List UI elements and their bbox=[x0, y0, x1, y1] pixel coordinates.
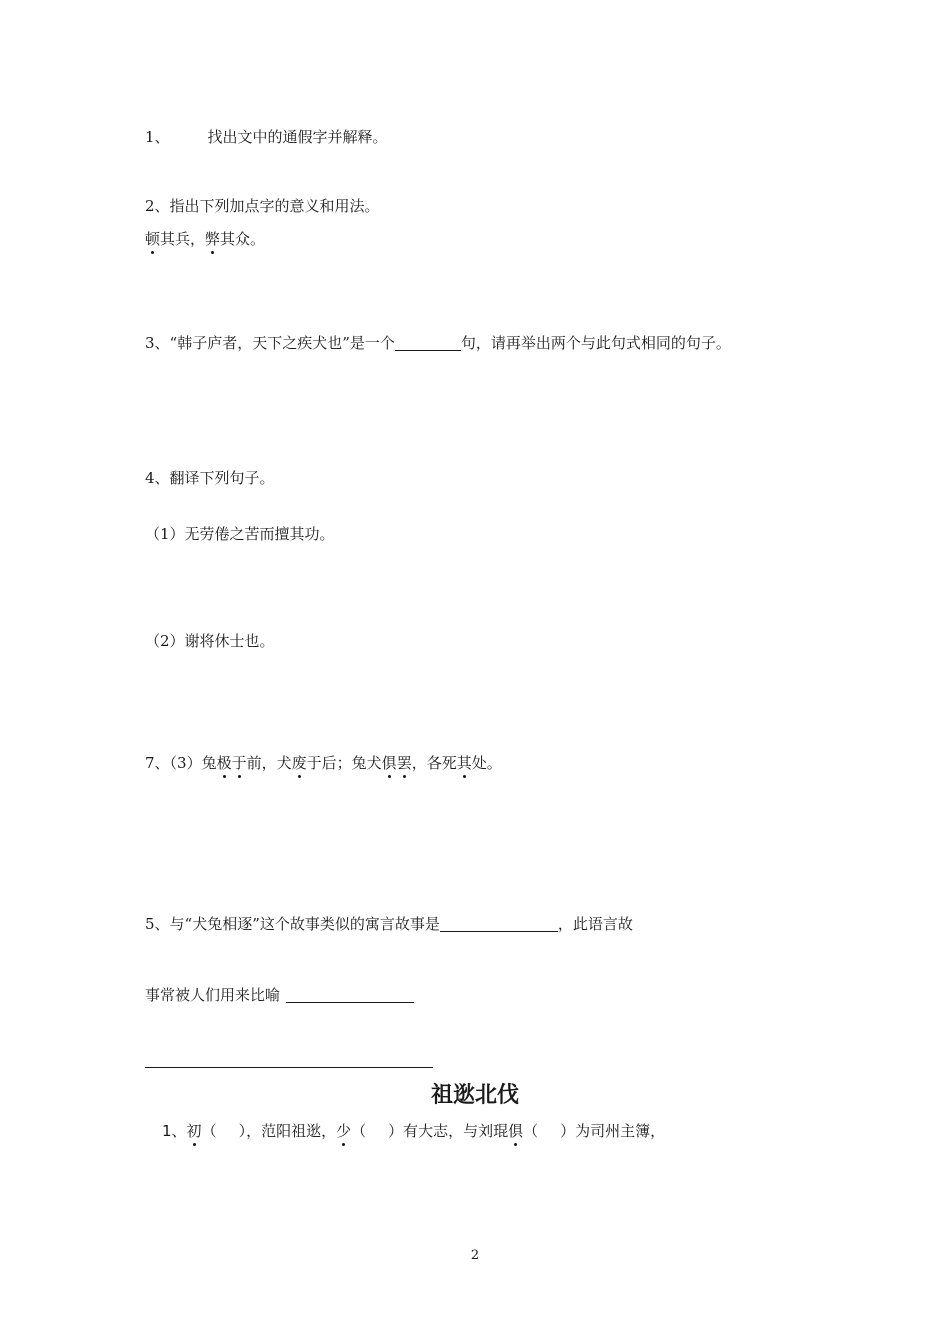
question-5-line-2-text: 事常被人们用来比喻 bbox=[145, 986, 281, 1004]
question-5-prefix: 5、与“犬兔相逐”这个故事类似的寓言故事是 bbox=[145, 915, 440, 933]
question-3-prefix: 3、“韩子庐者，天下之疾犬也”是一个 bbox=[145, 334, 395, 352]
section-title: 祖逖北伐 bbox=[430, 1083, 519, 1108]
question-5-line-2 bbox=[145, 985, 414, 1005]
question-4: 4、翻译下列句子。 bbox=[145, 469, 275, 487]
answer-line[interactable] bbox=[145, 1067, 433, 1068]
dotted-char: 俱 bbox=[508, 1122, 524, 1140]
phrase-text: 其众。 bbox=[220, 230, 266, 248]
answer-blank[interactable] bbox=[440, 915, 558, 932]
question-3-suffix: 句，请再举出两个与此句式相同的句子。 bbox=[460, 334, 731, 352]
dotted-char: 俱 bbox=[381, 754, 397, 772]
dotted-char: 罢 bbox=[396, 754, 412, 772]
question-1 bbox=[145, 127, 388, 147]
question-2: 2、指出下列加点字的意义和用法。 bbox=[145, 197, 380, 215]
dotted-char: 于 bbox=[231, 754, 247, 772]
page-number: 2 bbox=[470, 1248, 480, 1263]
dotted-char: 少 bbox=[336, 1122, 352, 1140]
paren-open: （ bbox=[523, 1122, 539, 1140]
question-7 bbox=[145, 753, 502, 773]
passage-text: ），范阳祖逖， bbox=[238, 1122, 337, 1140]
question-7-text: ，各死 bbox=[411, 754, 457, 772]
question-5-middle: ，此语言故 bbox=[557, 915, 633, 933]
dotted-char: 初 bbox=[186, 1122, 202, 1140]
question-1-number: 1、 bbox=[145, 128, 170, 146]
question-7-text: 前，犬 bbox=[246, 754, 292, 772]
passage-text: ）为司州主簿， bbox=[560, 1122, 666, 1140]
question-1-text: 找出文中的通假字并解释。 bbox=[207, 128, 388, 146]
dotted-char: 废 bbox=[291, 754, 307, 772]
question-3 bbox=[145, 333, 731, 353]
question-4-sentence-1: （1）无劳倦之苦而擅其功。 bbox=[145, 525, 335, 543]
question-4-sentence-2: （2）谢将休士也。 bbox=[145, 632, 275, 650]
question-2-phrase bbox=[145, 229, 265, 249]
question-7-text: 于后；兔犬 bbox=[306, 754, 382, 772]
question-7-prefix: 7、（3）兔 bbox=[145, 754, 217, 772]
question-5 bbox=[145, 914, 633, 934]
dotted-char: 顿 bbox=[145, 230, 161, 248]
passage-text: ）有大志，与刘琨 bbox=[388, 1122, 509, 1140]
passage-line-1 bbox=[162, 1121, 665, 1141]
dotted-char: 弊 bbox=[205, 230, 221, 248]
question-7-suffix: 处。 bbox=[471, 754, 502, 772]
answer-blank[interactable] bbox=[395, 334, 461, 351]
dotted-char: 极 bbox=[216, 754, 232, 772]
phrase-text: 其兵， bbox=[160, 230, 206, 248]
paren-open: （ bbox=[201, 1122, 217, 1140]
answer-blank[interactable] bbox=[286, 986, 414, 1003]
dotted-char: 其 bbox=[456, 754, 472, 772]
passage-number: 1、 bbox=[162, 1122, 187, 1140]
paren-open: （ bbox=[351, 1122, 367, 1140]
